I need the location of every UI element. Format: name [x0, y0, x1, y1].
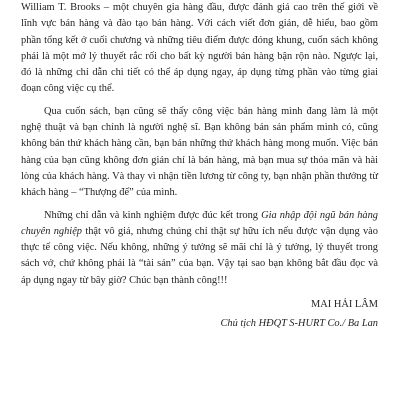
book-title-italic: Gia nhập đội ngũ bán hàng chuyên nghiệp: [21, 209, 378, 237]
paragraph-intro: William T. Brooks – một chuyên gia hàng đầu, được đánh giá cao trên thế giới về lĩnh vực bán hàng và đào tạo bán hàng. Với cách viết đơn giản, dễ hiểu, bao gồm phần tổng kết ở cuối chương và những tiêu điểm được đóng khung, cuốn sách không phải là một mớ lý thuyết rắc rối cho bất kỳ người bán hàng bận rộn nào. Ngược lại, đó là những chỉ dẫn chi tiết có thể áp dụng ngay, áp dụng từng phần vào từng giai đoạn công việc cụ thể.: [21, 2, 378, 95]
paragraph-art-of-selling: Qua cuốn sách, bạn cũng sẽ thấy công việc bán hàng mình đang làm là một nghệ thuật và bạn chính là người nghệ sĩ. Bạn không bán sản phẩm mình có, cũng không bán thứ khách hàng cần, bạn bán những thứ khách hàng mong muốn. Việc bán hàng của bạn cũng không đơn giản chỉ là bán hàng, mà bạn mua sự thỏa mãn và hài lòng của khách hàng. Và thay vì nhận tiền lương từ công ty, bạn nhận phần thưởng từ khách hàng – “Thượng đế” của mình.: [21, 105, 378, 199]
signature-name: MAI HẢI LÂM: [311, 299, 378, 311]
signature-title: Chủ tịch HĐQT S-HURT Co./ Ba Lan: [220, 318, 378, 330]
closing-text-start: Những chỉ dẫn và kinh nghiệm được đúc kết trong: [44, 209, 262, 221]
paragraph-closing: [21, 208, 378, 289]
closing-text-end: thật vô giá, nhưng chúng chỉ thật sự hữu ích nếu được vận dụng vào thực tế công việc. Nếu không, những ý tưởng sẽ mãi chỉ là ý tưởng, lý thuyết trong sách vở, chứ không phải là “tài sản” của bạn. Vậy tại sao bạn không bắt đầu đọc và áp dụng ngay từ bây giờ? Chúc bạn thành công!!!: [21, 225, 378, 286]
